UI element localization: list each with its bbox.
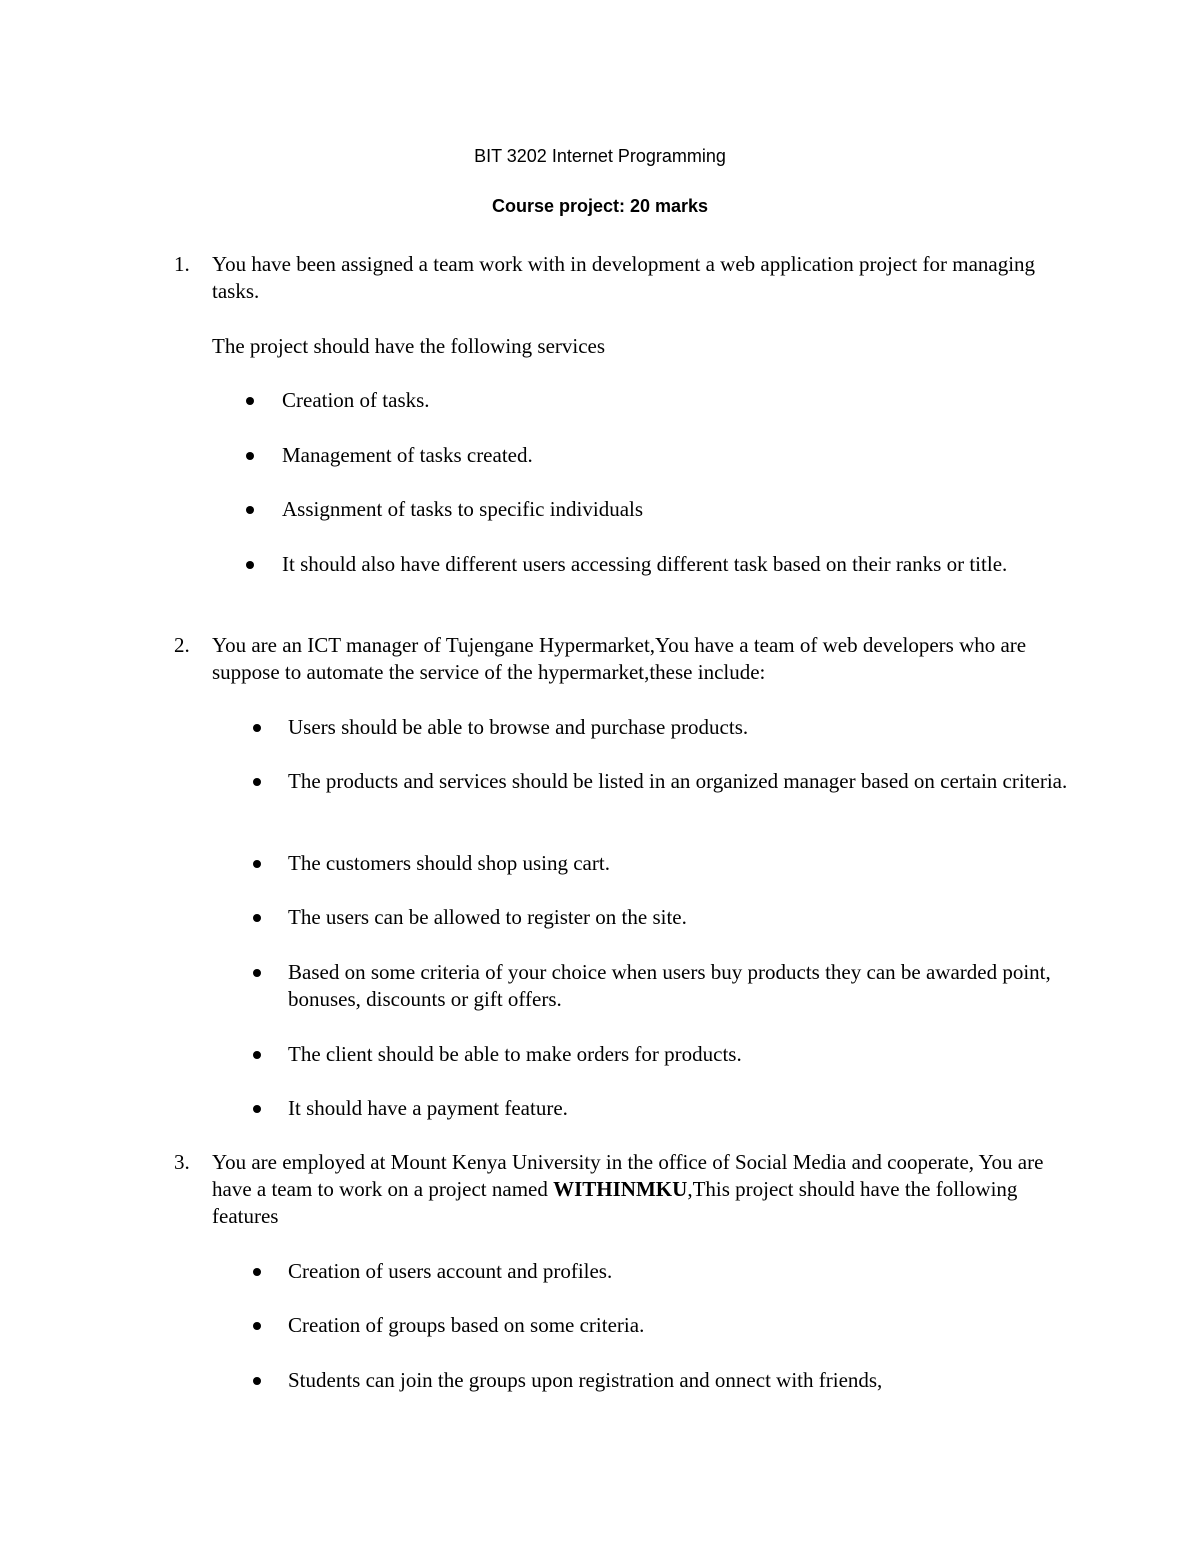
bullet-icon [253, 1322, 261, 1330]
list-item-text: Users should be able to browse and purchase products. [288, 715, 749, 739]
bullet-icon [253, 1268, 261, 1276]
bullet-icon [253, 778, 261, 786]
list-item-text: Creation of tasks. [282, 388, 430, 412]
question-number: 2. [174, 633, 190, 657]
list-item-text: It should also have different users accessing different task based on their ranks or title. [282, 552, 1008, 576]
bullet-icon [246, 506, 254, 514]
question-text: You are an ICT manager of Tujengane Hypermarket,You have a team of web developers who are suppose to automate the service of the hypermarket,these include: [212, 633, 1027, 684]
list-item-text: The users can be allowed to register on the site. [288, 905, 687, 929]
question-2 [0, 632, 1200, 1132]
bullet-icon [253, 969, 261, 977]
list-item-text: The products and services should be listed in an organized manager based on certain criteria. [288, 769, 1068, 793]
question-text [212, 1149, 1062, 1230]
list-item-text: Assignment of tasks to specific individuals [282, 497, 644, 521]
bullet-icon [253, 724, 261, 732]
question-text-part: You are employed at Mount Kenya University in the office of Social Media and cooperate, You are have a team to work on a project named [212, 1150, 1044, 1201]
course-title: BIT 3202 Internet Programming [474, 146, 726, 166]
list-item-text: Creation of users account and profiles. [288, 1259, 613, 1283]
list-item-text: Students can join the groups upon registration and onnect with friends, [288, 1368, 883, 1392]
question-1 [0, 251, 1200, 601]
project-marks: Course project: 20 marks [491, 196, 709, 216]
list-item-text: Based on some criteria of your choice when users buy products they can be awarded point, bonuses, discounts or gift offers. [288, 960, 1051, 1011]
list-item-text: The customers should shop using cart. [288, 851, 610, 875]
question-text: You have been assigned a team work with in development a web application project for managing tasks. [212, 252, 1036, 303]
question-intro: The project should have the following services [212, 334, 606, 358]
question-text-part: ,This project should have the following features [212, 1177, 1018, 1228]
project-name: WITHINMKU [553, 1177, 688, 1201]
list-item-text: Creation of groups based on some criteria. [288, 1313, 645, 1337]
bullet-icon [253, 1377, 261, 1385]
bullet-icon [253, 860, 261, 868]
list-item-text: Management of tasks created. [282, 443, 533, 467]
bullet-icon [246, 561, 254, 569]
list-item-text: The client should be able to make orders for products. [288, 1042, 742, 1066]
question-number: 3. [174, 1150, 190, 1174]
bullet-icon [246, 452, 254, 460]
bullet-icon [246, 397, 254, 405]
list-item-text: It should have a payment feature. [288, 1096, 568, 1120]
bullet-icon [253, 1051, 261, 1059]
question-3 [0, 1149, 1200, 1409]
question-number: 1. [174, 252, 190, 276]
bullet-icon [253, 914, 261, 922]
bullet-icon [253, 1105, 261, 1113]
